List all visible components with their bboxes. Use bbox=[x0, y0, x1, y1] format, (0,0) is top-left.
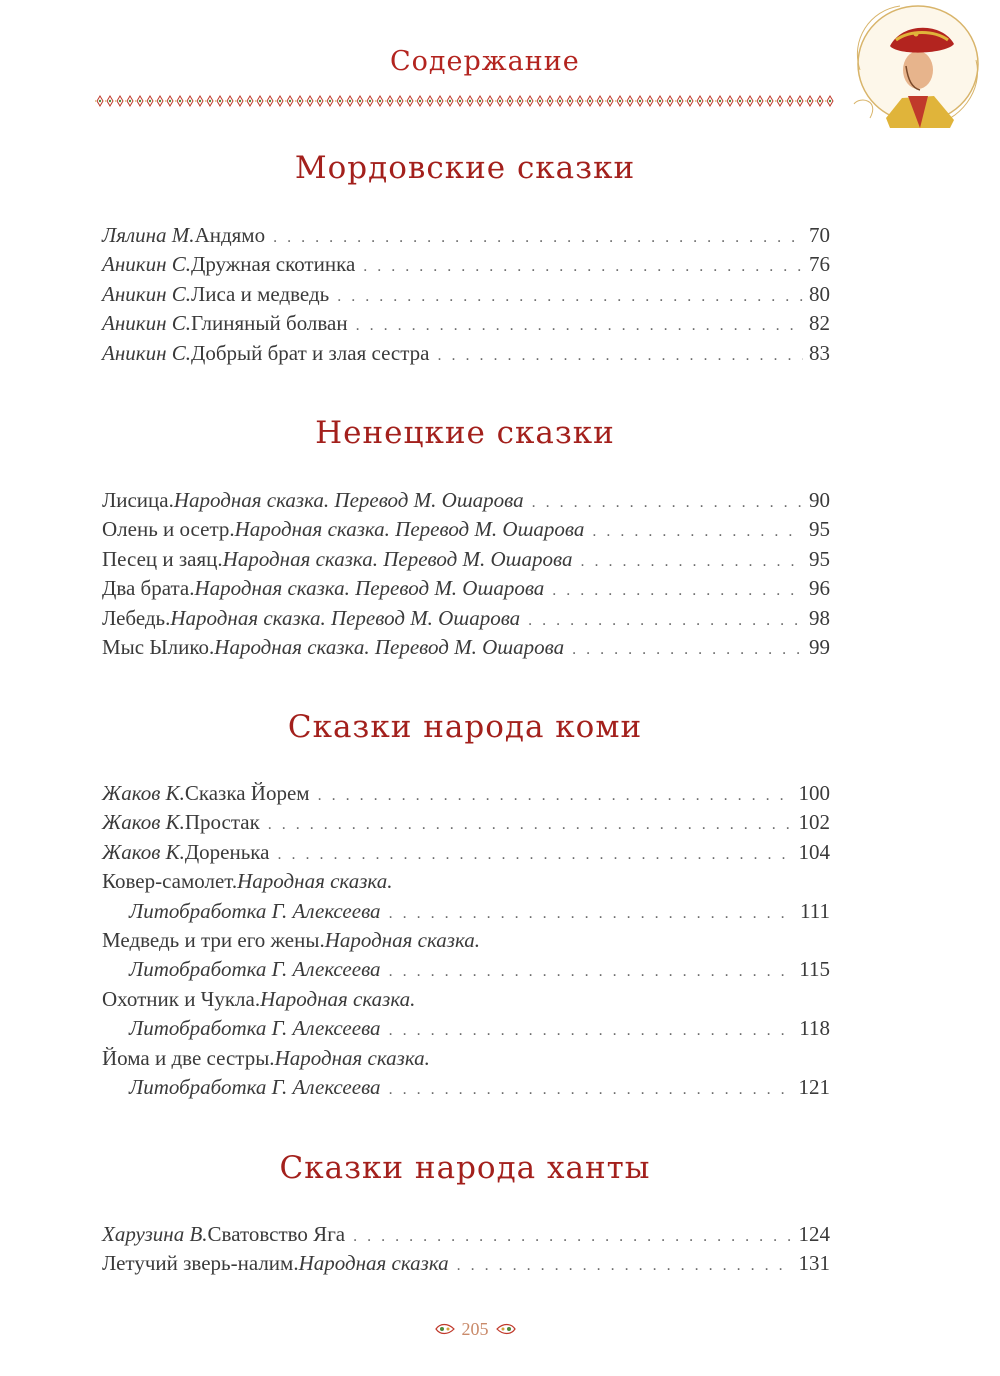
toc-entry[interactable]: Аникин С. Добрый брат и злая сестра . . . 83 bbox=[102, 339, 830, 368]
portrait-medallion bbox=[850, 0, 985, 132]
section-heading-khanty: Сказки народа ханты bbox=[279, 1150, 651, 1186]
toc-entry[interactable]: Лялина М. Андямо . . . 70 bbox=[102, 221, 830, 250]
page-title: Содержание bbox=[390, 46, 580, 77]
toc-entry-continuation[interactable]: Литобработка Г. Алексеева . . . 121 bbox=[102, 1073, 830, 1102]
toc-entry-title-line[interactable]: Медведь и три его жены. Народная сказка. bbox=[102, 927, 481, 952]
page-number: 111 bbox=[800, 898, 830, 923]
page-header bbox=[0, 0, 1000, 140]
left-flourish-icon bbox=[434, 1322, 456, 1336]
ornament-border-band bbox=[95, 95, 835, 107]
toc-entry[interactable]: Аникин С. Дружная скотинка . . . 76 bbox=[102, 250, 830, 279]
toc-entry[interactable]: Лисица. Народная сказка. Перевод М. Ошарова . . . 90 bbox=[102, 486, 830, 515]
page-number: 90 bbox=[809, 488, 830, 512]
toc-entry-title-line[interactable]: Йома и две сестры. Народная сказка. bbox=[102, 1045, 430, 1070]
page-number: 121 bbox=[798, 1074, 830, 1099]
page-number: 95 bbox=[809, 517, 830, 542]
page-number: 99 bbox=[809, 634, 830, 659]
page-number: 98 bbox=[809, 605, 830, 630]
toc-entry-continuation[interactable]: Литобработка Г. Алексеева . . . 118 bbox=[102, 1014, 830, 1043]
toc-entry[interactable]: Жаков К. Сказка Йорем . . . 100 bbox=[102, 779, 830, 808]
page-number: 100 bbox=[798, 781, 830, 805]
toc-entry-continuation[interactable]: Литобработка Г. Алексеева . . . 111 bbox=[102, 897, 830, 926]
toc-entry[interactable]: Песец и заяц. Народная сказка. Перевод М. Ошарова . . . 95 bbox=[102, 545, 830, 574]
page-number: 76 bbox=[809, 252, 830, 277]
toc-entry[interactable]: Летучий зверь-налим. Народная сказка . . . 131 bbox=[102, 1249, 830, 1278]
page-number: 83 bbox=[809, 340, 830, 365]
toc-entry[interactable]: Жаков К. Доренька . . . 104 bbox=[102, 838, 830, 867]
toc-entry[interactable]: Лебедь. Народная сказка. Перевод М. Ошарова . . . 98 bbox=[102, 604, 830, 633]
page-number: 115 bbox=[799, 957, 830, 982]
toc-entry[interactable]: Олень и осетр. Народная сказка. Перевод М. Ошарова . . . 95 bbox=[102, 515, 830, 544]
page-number: 118 bbox=[799, 1016, 830, 1041]
page-number: 80 bbox=[809, 281, 830, 306]
toc-entry[interactable]: Жаков К. Простак . . . 102 bbox=[102, 808, 830, 837]
toc-entry-title-line[interactable]: Ковер-самолет. Народная сказка. bbox=[102, 869, 393, 894]
page-number: 104 bbox=[798, 839, 830, 864]
section-heading-komi: Сказки народа коми bbox=[287, 709, 643, 745]
toc-list-komi bbox=[102, 779, 830, 1102]
page-number: 131 bbox=[798, 1251, 830, 1276]
toc-entry-continuation[interactable]: Литобработка Г. Алексеева . . . 115 bbox=[102, 955, 830, 984]
toc-entry[interactable]: Аникин С. Лиса и медведь . . . 80 bbox=[102, 280, 830, 309]
toc-entry[interactable]: Харузина В. Сватовство Яга . . . 124 bbox=[102, 1220, 830, 1249]
section-heading-nenets: Ненецкие сказки bbox=[315, 415, 615, 451]
page-number: 96 bbox=[809, 576, 830, 601]
section-heading-mordovian: Мордовские сказки bbox=[294, 150, 636, 186]
toc-entry[interactable]: Аникин С. Глиняный болван . . . 82 bbox=[102, 309, 830, 338]
page-number: 95 bbox=[809, 546, 830, 571]
toc-list-mordovian bbox=[102, 221, 830, 368]
page-footer bbox=[420, 1314, 530, 1344]
toc-list-nenets bbox=[102, 486, 830, 662]
page-number: 82 bbox=[809, 311, 830, 336]
toc-list-khanty bbox=[102, 1220, 830, 1279]
toc-entry[interactable]: Два брата. Народная сказка. Перевод М. Ошарова . . . 96 bbox=[102, 574, 830, 603]
page-number-footer: 205 bbox=[461, 1318, 489, 1339]
toc-entry-title-line[interactable]: Охотник и Чукла. Народная сказка. bbox=[102, 986, 416, 1011]
page-number: 124 bbox=[798, 1222, 830, 1246]
page-number: 102 bbox=[798, 810, 830, 835]
page-number: 70 bbox=[809, 223, 830, 247]
toc-entry[interactable]: Мыс Ылико. Народная сказка. Перевод М. Ошарова . . . 99 bbox=[102, 633, 830, 662]
right-flourish-icon bbox=[495, 1322, 517, 1336]
